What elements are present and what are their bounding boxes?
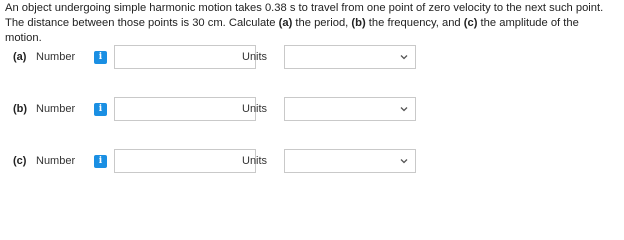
number-input-c[interactable] (114, 149, 256, 173)
info-icon[interactable] (94, 155, 107, 168)
part-label-c: (c) (13, 155, 27, 167)
info-icon[interactable] (94, 51, 107, 64)
answer-row-c (0, 149, 624, 175)
question-text (5, 1, 617, 46)
marker-a: (a) (278, 17, 293, 29)
units-select-b[interactable] (284, 97, 416, 121)
units-label-a: Units (242, 51, 268, 63)
number-input-a[interactable] (114, 45, 256, 69)
question-part2: the period, (292, 17, 352, 29)
answer-row-a (0, 45, 624, 71)
chevron-down-icon (400, 53, 408, 61)
question-part1: An object undergoing simple harmonic motion takes 0.38 s to travel from one point of zero velocity to the next such point. The distance between those points is 30 cm. Calculate (5, 2, 604, 29)
question-part4: the amplitude of the motion. (5, 17, 579, 44)
units-select-a[interactable] (284, 45, 416, 69)
number-label-b: Number (36, 103, 76, 115)
number-input-b[interactable] (114, 97, 256, 121)
units-label-c: Units (242, 155, 268, 167)
part-label-a: (a) (13, 51, 27, 63)
question-part3: the frequency, and (365, 17, 464, 29)
units-label-b: Units (242, 103, 268, 115)
number-label-a: Number (36, 51, 76, 63)
info-glyph: i (98, 52, 103, 62)
chevron-down-icon (400, 105, 408, 113)
info-glyph: i (98, 104, 103, 114)
info-icon[interactable] (94, 103, 107, 116)
answer-row-b (0, 97, 624, 123)
info-glyph: i (98, 156, 103, 166)
marker-b: (b) (351, 17, 366, 29)
number-label-c: Number (36, 155, 76, 167)
chevron-down-icon (400, 157, 408, 165)
units-select-c[interactable] (284, 149, 416, 173)
part-label-b: (b) (13, 103, 28, 115)
marker-c: (c) (463, 17, 478, 29)
